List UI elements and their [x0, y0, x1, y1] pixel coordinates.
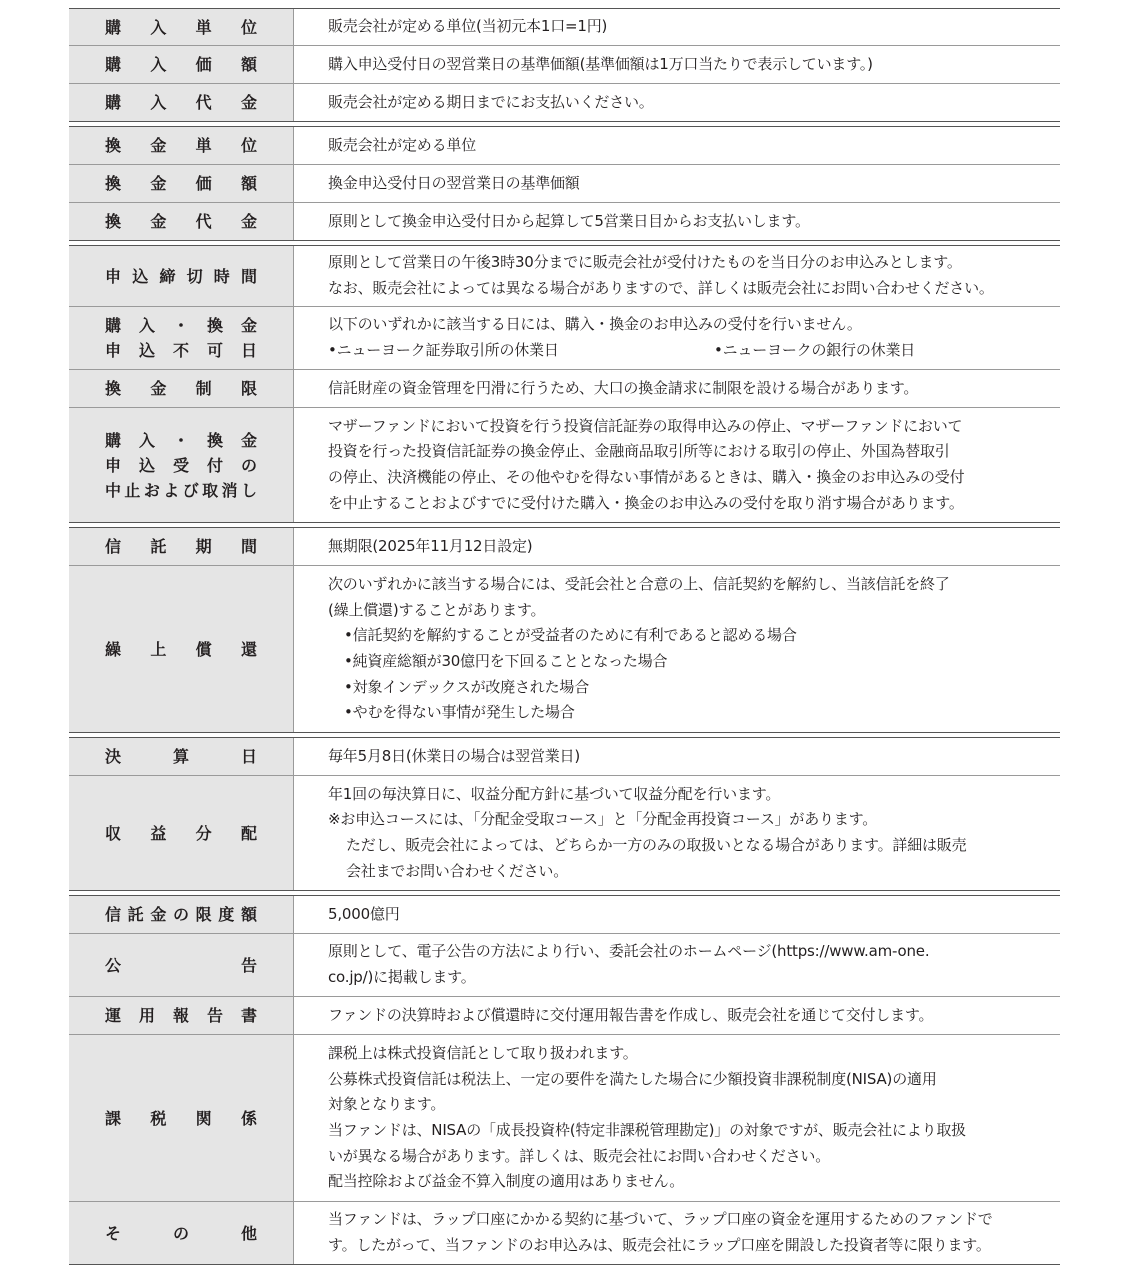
label-char: 税	[150, 1108, 167, 1128]
label-char: 申	[105, 341, 122, 360]
content-line: 信託財産の資金管理を円滑に行うため、大口の換金請求に制限を設ける場合があります。	[328, 378, 919, 397]
row-label-line	[105, 534, 257, 559]
row-label-line	[105, 953, 257, 978]
label-char: 金	[150, 379, 167, 398]
label-char: そ	[105, 1223, 122, 1243]
label-char: 入	[138, 316, 155, 335]
row-content	[294, 203, 1060, 240]
content-line: を中止することおよびすでに受付けた購入・換金のお申込みの受付を取り消す場合があります。	[328, 493, 964, 512]
row-label-line	[105, 209, 257, 234]
label-char: お	[143, 480, 160, 500]
content-bullet: ただし、販売会社によっては、どちらか一方のみの取扱いとなる場合があります。詳細は販売	[346, 836, 967, 854]
label-char: 代	[195, 212, 212, 231]
row-label-line	[105, 313, 257, 338]
label-char: の	[172, 1223, 189, 1243]
content-bullet: •純資産総額が30億円を下回ることとなった場合	[344, 652, 668, 670]
label-char: 金	[150, 174, 167, 193]
label-char: 価	[195, 174, 212, 193]
row-content	[294, 9, 1060, 45]
table-row	[69, 369, 1060, 407]
content-line: 販売会社が定める単位(当初元本1口=1円)	[328, 17, 608, 36]
content-line: 以下のいずれかに該当する日には、購入・換金のお申込みの受付を行いません。	[328, 315, 862, 334]
row-label	[69, 566, 294, 732]
label-char: 報	[172, 1006, 189, 1025]
row-label-line	[105, 637, 257, 662]
label-char: 配	[240, 823, 257, 843]
label-char: 限	[240, 379, 257, 398]
content-line: の停止、決済機能の停止、その他やむを得ない事情があるときは、購入・換金のお申込みの受付	[328, 468, 965, 486]
row-label	[69, 528, 294, 565]
label-char: 託	[150, 537, 167, 556]
content-bullet: •対象インデックスが改廃された場合	[344, 677, 589, 696]
row-content	[294, 528, 1060, 565]
row-content	[294, 997, 1060, 1034]
label-char: 金	[240, 93, 257, 112]
row-content	[294, 738, 1060, 775]
label-char: 課	[105, 1108, 122, 1128]
label-char: 償	[195, 639, 212, 659]
label-char: 度	[218, 905, 235, 924]
label-char: 金	[240, 430, 257, 450]
row-label-line	[105, 376, 257, 401]
row-content	[294, 1035, 1060, 1201]
label-char: 額	[240, 174, 257, 193]
table-row	[69, 45, 1060, 83]
row-content	[294, 408, 1060, 522]
row-label-line	[105, 453, 257, 478]
label-char: 換	[105, 136, 122, 155]
label-char: 代	[195, 93, 212, 112]
label-char: 限	[195, 905, 212, 924]
row-label-line	[105, 15, 257, 40]
row-content	[294, 84, 1060, 121]
label-char: 制	[195, 379, 212, 398]
label-char: 入	[150, 17, 167, 37]
table-section	[69, 895, 1060, 1265]
content-line: 公募株式投資信託は税法上、一定の要件を満たした場合に少額投資非課税制度(NISA)の適用	[328, 1069, 937, 1088]
label-char: 上	[150, 639, 167, 659]
content-line: なお、販売会社によっては異なる場合がありますので、詳しくは販売会社にお問い合わせください。	[328, 279, 994, 297]
content-line: す。したがって、当ファンドのお申込みは、販売会社にラップ口座を開設した投資者等に限ります。	[328, 1236, 991, 1254]
label-char: 告	[206, 1006, 223, 1025]
label-char: 益	[150, 823, 167, 843]
label-char: 期	[195, 537, 212, 556]
row-label	[69, 203, 294, 240]
content-line: co.jp/)に掲載します。	[328, 968, 476, 986]
table-row	[69, 896, 1060, 933]
content-bullet: •ニューヨーク証券取引所の休業日	[328, 341, 559, 359]
label-char: 単	[195, 136, 212, 155]
label-char: 止	[124, 480, 141, 500]
row-label-line	[105, 52, 257, 77]
row-label-line	[105, 1221, 257, 1246]
label-char: 入	[150, 93, 167, 112]
label-char: の	[172, 905, 189, 924]
label-char: 入	[150, 55, 167, 74]
row-content	[294, 246, 1060, 306]
content-line: 配当控除および益金不算入制度の適用はありません。	[328, 1172, 685, 1191]
label-char: 価	[195, 55, 212, 74]
row-content	[294, 776, 1060, 890]
label-char: 込	[138, 455, 155, 475]
table-row	[69, 306, 1060, 369]
table-row	[69, 565, 1060, 732]
table-row	[69, 246, 1060, 306]
label-char: 額	[240, 905, 257, 924]
label-char: 申	[105, 455, 122, 475]
table-section	[69, 126, 1060, 241]
label-char: 金	[240, 316, 257, 335]
content-line: 年1回の毎決算日に、収益分配方針に基づいて収益分配を行います。	[328, 784, 781, 803]
label-char: 消	[221, 480, 238, 500]
row-label-line	[105, 171, 257, 196]
table-section	[69, 245, 1060, 523]
label-char: 日	[240, 747, 257, 766]
row-label	[69, 738, 294, 775]
row-label-line	[105, 133, 257, 158]
content-line: 無期限(2025年11月12日設定)	[328, 536, 533, 555]
content-bullet: •やむを得ない事情が発生した場合	[344, 703, 575, 722]
row-label	[69, 127, 294, 164]
label-char: 決	[105, 747, 122, 766]
row-content	[294, 896, 1060, 933]
label-char: 購	[105, 430, 122, 450]
table-row	[69, 127, 1060, 164]
label-char: ・	[172, 430, 189, 450]
content-line: 当ファンドは、NISAの「成長投資枠(特定非課税管理勘定)」の対象ですが、販売会社により取扱	[328, 1121, 966, 1139]
content-line: 毎年5月8日(休業日の場合は翌営業日)	[328, 746, 580, 765]
content-line: 5,000億円	[328, 904, 400, 923]
row-label	[69, 934, 294, 996]
label-char: 金	[150, 136, 167, 155]
label-char: 信	[105, 537, 122, 556]
label-char: 切	[186, 266, 203, 286]
label-char: 告	[240, 955, 257, 975]
label-char: 金	[150, 905, 167, 924]
label-char: 入	[138, 430, 155, 450]
label-char: 還	[240, 639, 257, 659]
row-label-line	[105, 821, 257, 846]
row-label	[69, 896, 294, 933]
label-char: び	[182, 480, 199, 500]
label-char: 位	[240, 17, 257, 37]
row-content	[294, 934, 1060, 996]
row-label	[69, 1202, 294, 1264]
label-char: 購	[105, 93, 122, 112]
row-label	[69, 776, 294, 890]
label-char: 信	[105, 905, 122, 924]
label-char: 用	[138, 1006, 155, 1025]
label-char: 間	[240, 537, 257, 556]
row-content	[294, 165, 1060, 202]
row-label	[69, 165, 294, 202]
table-row	[69, 407, 1060, 522]
content-line: ファンドの決算時および償還時に交付運用報告書を作成し、販売会社を通じて交付します。	[328, 1005, 934, 1024]
label-char: 換	[105, 379, 122, 398]
label-char: 締	[159, 266, 176, 286]
label-char: の	[240, 455, 257, 475]
row-label	[69, 9, 294, 45]
content-line: 購入申込受付日の翌営業日の基準価額(基準価額は1万口当たりで表示しています。)	[328, 54, 873, 73]
row-label	[69, 307, 294, 369]
label-char: 込	[132, 266, 149, 286]
row-label	[69, 246, 294, 306]
label-char: 運	[105, 1006, 122, 1025]
row-content	[294, 1202, 1060, 1264]
row-content	[294, 46, 1060, 83]
label-char: 中	[105, 480, 122, 500]
label-char: 分	[195, 823, 212, 843]
content-line: 原則として換金申込受付日から起算して5営業日目からお支払いします。	[328, 211, 810, 230]
label-char: 換	[105, 212, 122, 231]
table-row	[69, 9, 1060, 45]
content-line: 原則として営業日の午後3時30分までに販売会社が受付けたものを当日分のお申込みとします。	[328, 253, 962, 272]
row-label-line	[105, 744, 257, 769]
row-label	[69, 46, 294, 83]
row-content	[294, 307, 1060, 369]
row-content	[294, 566, 1060, 732]
content-line: 当ファンドは、ラップ口座にかかる契約に基づいて、ラップ口座の資金を運用するためのファンドで	[328, 1210, 993, 1229]
content-bullet: •ニューヨークの銀行の休業日	[714, 341, 916, 359]
row-label-line	[105, 1106, 257, 1131]
fund-terms-table	[69, 8, 1060, 1269]
label-char: 算	[172, 747, 189, 766]
label-char: 付	[206, 455, 223, 475]
table-row	[69, 1201, 1060, 1264]
table-row	[69, 202, 1060, 240]
table-row	[69, 83, 1060, 121]
content-line: 課税上は株式投資信託として取り扱われます。	[328, 1044, 638, 1063]
label-char: 申	[105, 266, 122, 286]
row-label-line	[105, 1003, 257, 1028]
label-char: 係	[240, 1108, 257, 1128]
label-char: 受	[172, 455, 189, 475]
table-row	[69, 164, 1060, 202]
row-label	[69, 84, 294, 121]
label-char: 換	[206, 430, 223, 450]
label-char: 他	[240, 1223, 257, 1243]
label-char: 単	[195, 17, 212, 37]
label-char: し	[240, 480, 257, 500]
table-section	[69, 737, 1060, 891]
table-row	[69, 933, 1060, 996]
table-row	[69, 1034, 1060, 1201]
row-label-line	[105, 90, 257, 115]
label-char: ・	[172, 316, 189, 335]
content-bullet: •信託契約を解約することが受益者のために有利であると認める場合	[344, 626, 797, 645]
label-char: 可	[206, 341, 223, 360]
label-char: 金	[150, 212, 167, 231]
label-char: 繰	[105, 639, 122, 659]
label-char: 託	[127, 905, 144, 924]
table-row	[69, 528, 1060, 565]
table-row	[69, 775, 1060, 890]
content-line: 次のいずれかに該当する場合には、受託会社と合意の上、信託契約を解約し、当該信託を終了	[328, 575, 950, 594]
label-char: 購	[105, 17, 122, 37]
table-row	[69, 738, 1060, 775]
content-line: 投資を行った投資信託証券の換金停止、金融商品取引所等における取引の停止、外国為替取引	[328, 442, 950, 461]
row-label-line	[105, 428, 257, 453]
row-label-line	[105, 264, 257, 289]
label-char: 購	[105, 316, 122, 335]
table-section	[69, 527, 1060, 733]
content-line: 原則として、電子公告の方法により行い、委託会社のホームページ(https://www.am-one.	[328, 942, 930, 961]
content-bullet: 会社までお問い合わせください。	[346, 861, 569, 880]
content-line: 換金申込受付日の翌営業日の基準価額	[328, 173, 580, 192]
label-char: 収	[105, 823, 122, 843]
label-char: 込	[138, 341, 155, 360]
row-label-line	[105, 478, 257, 503]
label-char: 間	[240, 266, 257, 286]
label-char: 額	[240, 55, 257, 74]
label-char: 時	[213, 266, 230, 286]
content-line: いが異なる場合があります。詳しくは、販売会社にお問い合わせください。	[328, 1146, 831, 1165]
row-label	[69, 408, 294, 522]
content-line: 対象となります。	[328, 1095, 446, 1114]
row-label-line	[105, 902, 257, 927]
label-char: 公	[105, 955, 122, 975]
row-label	[69, 370, 294, 407]
row-label-line	[105, 338, 257, 363]
row-label	[69, 997, 294, 1034]
label-char: 金	[240, 212, 257, 231]
content-line: 販売会社が定める期日までにお支払いください。	[328, 92, 654, 111]
label-char: 不	[172, 341, 189, 360]
label-char: 換	[105, 174, 122, 193]
label-char: 換	[206, 316, 223, 335]
label-char: 書	[240, 1006, 257, 1025]
table-row	[69, 996, 1060, 1034]
content-line: 販売会社が定める単位	[328, 135, 477, 154]
content-bullet-columns	[328, 338, 1040, 364]
label-char: よ	[163, 480, 180, 500]
label-char: 取	[202, 480, 219, 500]
content-line: (繰上償還)することがあります。	[328, 600, 546, 619]
table-section	[69, 8, 1060, 122]
label-char: 関	[195, 1108, 212, 1128]
row-label	[69, 1035, 294, 1201]
label-char: 購	[105, 55, 122, 74]
label-char: 日	[240, 341, 257, 360]
content-line: ※お申込コースには、「分配金受取コース」と「分配金再投資コース」があります。	[328, 810, 878, 829]
row-content	[294, 127, 1060, 164]
row-content	[294, 370, 1060, 407]
content-line: マザーファンドにおいて投資を行う投資信託証券の取得申込みの停止、マザーファンドにおいて	[328, 416, 963, 435]
label-char: 位	[240, 136, 257, 155]
